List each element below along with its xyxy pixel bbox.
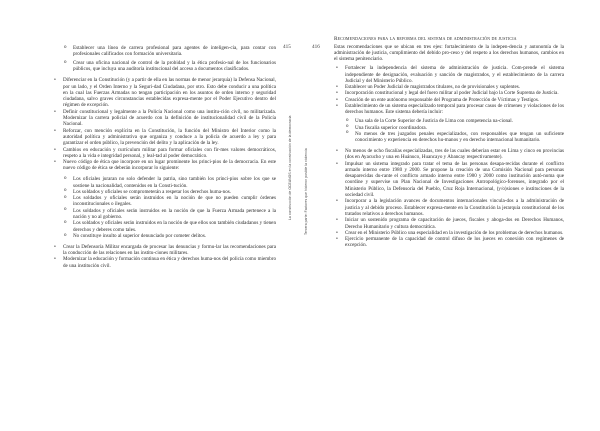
list-item: • Incorporación constitucional y legal del fuero militar al poder Judicial bajo la Corte Suprema de Justicia. [334,90,564,96]
left-bullets-b [52,244,276,269]
list-item: • Ejercicio permanente de la capacidad de control difuso de los jueces en conexión con regímenes de excepción. [334,236,564,249]
right-bullets-a [334,65,564,115]
list-item: • Modernizar la educación y formación continua en ética y derechos huma-nos del policía como miembro de una institución civil. [52,256,276,269]
list-item: • Impulsar un sistema integrado para tratar el tema de las personas desapa-recidas durante el conflicto armado interno entre 1980 y 2000. Se propone la creación de una Comisión Nacional para personas desaparecidas du-rante el conflicto armado interno entre 1980 y 2000 como institución autó-noma que coordine y supervise un Plan Nacional de Investigaciones Antropológico-forenses, integrado por el Ministerio Público, la Defensoría del Pueblo, Cruz Roja Internacional, (y/o)siones e instituciones de la sociedad civil. [334,161,564,199]
list-item: • Definir constitucional y legalmente a la Policía Nacional como una institu-ción civil, no militarizada. Modernizar la carrera policial de acuerdo con la definición de institucionalidad civil de la Policía Nacional. [52,109,276,128]
list-item: • Crear la Defensoría Militar encargada de procesar las denuncias y formu-lar las recomendaciones para la conducción de las relaciones en las institu-ciones militares. [52,244,276,257]
list-item: • Nuevo código de ética que incorpore en un lugar prominente los princi-pios de la democracia. En este nuevo código de ética se deberán incorporar lo siguiente: [52,159,276,172]
list-item: o Los soldados y oficiales serán instruidos en la noción de que ellos son también ciudadanos y tienen derechos y deberes como tales. [62,220,276,233]
left-sublist-ethics [62,176,276,239]
right-sublist [344,118,564,143]
intro-paragraph: Estas recomendaciones que se ubican en tres ejes: fortalecimiento de la indepen-dencia y autonomía de la administración de justicia, cumplimiento del debido pro-ceso y del respeto a los derechos humanos, cambios en el sistema penitenciario. [334,43,564,63]
list-item: o Crear una oficina nacional de control de la probidad y la ética profesio-nal de los funcionarios públicos, que incluya una auditoría institucional del acceso a documentos clasificados. [62,60,276,73]
right-bullets-b [334,148,564,249]
running-head-right: Tercera parte: Factores que hicieron posible la violencia [304,148,308,235]
list-item: o No constituye insulto al superior denunciado por cometer delitos. [62,233,276,239]
list-item: o Los soldados y oficiales serán instruidos en la noción de que la Fuerza Armada pertenece a la nación y no al gobierno. [62,208,276,221]
list-item: • Creación de un ente autónomo responsable del Programa de Protección de Víctimas y Testigos. [334,97,564,103]
page-number-left: 415 [283,44,291,50]
list-item: • Iniciar un sostenido programa de capacitación de jueces, fiscales y aboga-dos en Derechos Humanos, Derecho Humanitario y cultura democrática. [334,217,564,230]
list-item: o Los oficiales juraran no solo defender la patria, sino también los princi-pios sobre los que se sostiene la nacionalidad, contenidos en la Consti-tución. [62,176,276,189]
running-head-left: La construcción de OCEANOS en la construcción de la democracia [288,115,292,220]
list-item: o Establecer una línea de carrera profesional para agentes de inteligen-cia, para contar con profesionales calificados con formación universitaria. [62,45,276,58]
list-item: • Diferenciar en la Constitución (y a partir de ella en las normas de menor jerarquía) la Defensa Nacional, por un lado, y el Orden Interno y la Seguri-dad Ciudadana, por otro. Esto debe conducir a una política en la cual las Fuerzas Armadas no tengan participación en los asuntos de orden interno y seguridad ciudadana, salvo graves circunstancias establecidas expresa-mente por el Poder Ejecutivo dentro del régimen de excepción. [52,77,276,108]
list-item: • Fortalecer la independencia del sistema de administración de justicia. Com-prende el sistema independiente de designación, evaluación y sanción de magistrados, y el establecimiento de la carrera Judicial y del Ministerio Público. [334,65,564,84]
list-item: • Establecer un Poder Judicial de magistrados titulares, no de provisionales y suplentes. [334,84,564,90]
list-item: • Reforzar, con mención explícita en la Constitución, la función del Ministro del Interior como la autoridad política y administrativa que organiza y conduce a la policía de acuerdo a ley y para garantizar el orden público, la prevención del delito y la aplicación de la ley. [52,128,276,147]
list-item: • Cambios en educación y currículum militar para formar oficiales con fir-mes valores democráticos, respeto a la vida e integridad personal, y leal-tad al poder democrático. [52,147,276,160]
section-title: Recomendaciones para la reforma del sistema de administración de justicia [334,36,517,42]
list-item: • No menos de ocho fiscalías especializadas, tres de las cuales deberían estar en Lima y cinco en provincias (dos en Ayacucho y una en Huánuco, Huancayo y Abancay respectivamente). [334,148,564,161]
list-item: o No menos de tres juzgados penales especializados, con responsables que tengan un suficiente conocimiento y experiencia en derechos hu-manos y en derecho internacional humanitario. [344,131,564,144]
list-item: o Los soldados y oficiales serán instruidos en la noción de que no pueden cumplir órdenes inconstitucionales o ilegales. [62,195,276,208]
list-item: o Una fiscalía superior coordinadora. [344,125,564,131]
list-item: • Incorporar a la legislación avances de documentos internacionales vincula-dos a la administración de justicia y al debido proceso. Establecer expresa-mente en la Constitución la jerarquía constitucional de los tratados relativos a derechos humanos. [334,198,564,217]
list-item: o Los soldados y oficiales se comprometerán a respetar los derechos huma-nos. [62,189,276,195]
left-page-body [52,45,276,269]
list-item: o Una sala de la Corte Superior de Justicia de Lima con competencia na-cional. [344,118,564,124]
list-item: • Establecimiento de un sistema especializado temporal para procesar casos de crímenes y violaciones de los derechos humanos. Este sistema debería incluir: [334,103,564,116]
right-page-body [334,36,564,249]
left-bullets-a [52,77,276,171]
page-number-right: 416 [312,44,320,50]
list-item: • Crear en el Ministerio Público una especialidad en la investigación de los problemas de derechos humanos. [334,230,564,236]
left-sublist-top [62,45,276,73]
